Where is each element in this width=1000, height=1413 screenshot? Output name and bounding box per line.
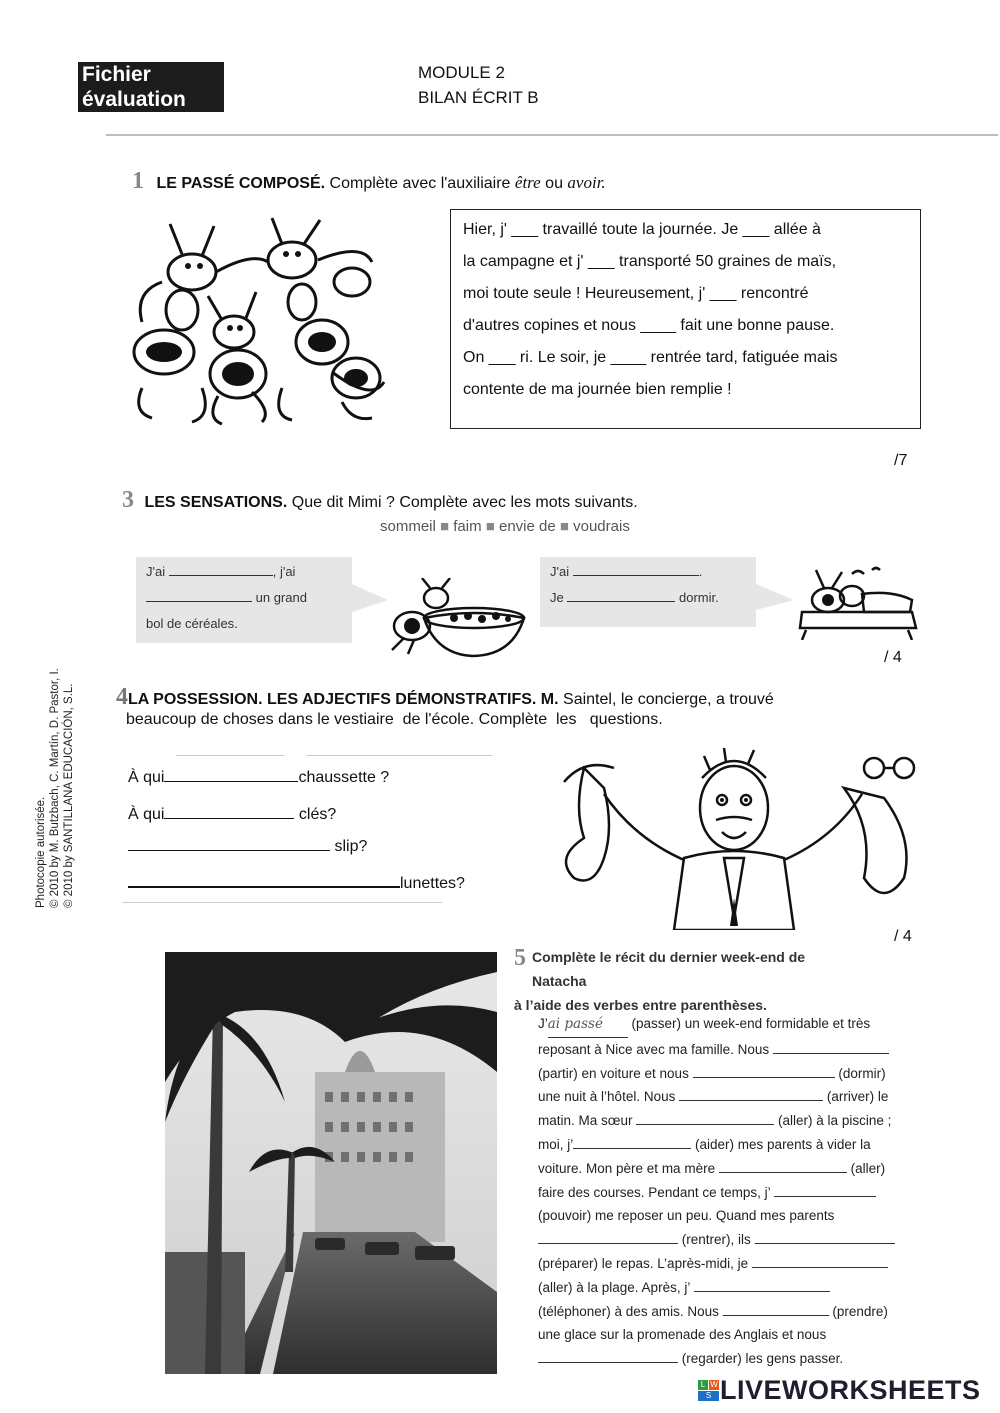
- ant-cereal-illustration: [384, 578, 532, 658]
- recit-blank-3[interactable]: [679, 1089, 823, 1101]
- bubble1-bol: bol de céréales.: [146, 616, 238, 631]
- speech-bubble-1: [136, 557, 352, 643]
- question-1-prefix: À qui: [128, 769, 165, 786]
- recit-blank-13[interactable]: [538, 1351, 678, 1363]
- module-label: MODULE 2: [418, 63, 505, 82]
- badge-line2: évaluation: [82, 88, 186, 111]
- recit-line-5-pre: matin. Ma sœur: [538, 1113, 633, 1129]
- text-line-2: la campagne et j' ___ transporté 50 graines de maïs,: [463, 253, 837, 270]
- header-divider: [106, 134, 998, 136]
- question-3: [128, 834, 367, 856]
- recit-line-3-pre: (partir) en voiture et nous: [538, 1065, 689, 1081]
- recit-blank-2[interactable]: [693, 1066, 835, 1078]
- section1-instruction: Complète avec l'auxiliaire: [329, 175, 511, 192]
- recit-line-12: [538, 1276, 920, 1300]
- recit-line-5-post: (aller) à la piscine ;: [778, 1113, 892, 1129]
- logo-letter-l: L: [698, 1380, 708, 1390]
- recit-line-3: [538, 1062, 920, 1086]
- section5-number: 5: [514, 945, 526, 971]
- recit-line-4-pre: une nuit à l’hôtel. Nous: [538, 1089, 676, 1105]
- recit-line-1-post: (passer) un week-end formidable et très: [631, 1016, 871, 1031]
- nice-promenade-photo: [165, 952, 497, 1374]
- section3-title: LES SENSATIONS.: [144, 494, 288, 511]
- section4-title: LA POSSESSION. LES ADJECTIFS DÉMONSTRATIFS. M.: [128, 691, 559, 708]
- recit-line-4-post: (arriver) le: [826, 1089, 889, 1105]
- answer-1-input[interactable]: [164, 765, 298, 782]
- recit-blank-12[interactable]: [723, 1304, 829, 1316]
- recit-line-12-pre: (aller) à la plage. Après, j’: [538, 1279, 690, 1295]
- sidebar-line3: © 2010 by SANTILLANA EDUCACIÓN, S.L.: [63, 683, 75, 908]
- module-title: [418, 60, 539, 110]
- text-line-6: contente de ma journée bien remplie !: [463, 381, 732, 398]
- bubble2-je: Je: [550, 590, 564, 605]
- question-4-suffix: lunettes?: [400, 875, 465, 892]
- speech-bubble-2: [540, 557, 756, 627]
- recit-line-10: [538, 1228, 920, 1252]
- word-envie-de: envie de: [499, 518, 556, 535]
- question-2-suffix: clés?: [298, 806, 337, 823]
- bubble2-tail: [756, 584, 796, 614]
- recit-line-1: [538, 1012, 920, 1038]
- word-faim: faim: [453, 518, 482, 535]
- text-line-3: moi toute seule ! Heureusement, j' ___ rencontré: [463, 285, 809, 302]
- section1-score: /7: [894, 452, 908, 469]
- fichier-evaluation-badge: [78, 62, 224, 112]
- recit-line-6-pre: moi, j’: [538, 1136, 574, 1152]
- section4-number: 4: [116, 684, 128, 710]
- recit-line-13-post: (prendre): [832, 1303, 888, 1319]
- sleeping-ant-illustration: [792, 564, 922, 640]
- recit-line-3-post: (dormir): [838, 1065, 886, 1081]
- faint-divider: [122, 902, 442, 903]
- section5-text: [538, 1012, 920, 1371]
- recit-line-6-post: (aider) mes parents à vider la: [695, 1136, 871, 1152]
- section1-or: ou: [545, 175, 563, 192]
- recit-blank-8[interactable]: [538, 1232, 678, 1244]
- section4-score: / 4: [894, 928, 912, 945]
- recit-line-10-post: (rentrer), ils: [681, 1232, 751, 1248]
- text-line-5: On ___ ri. Le soir, je ____ rentrée tard, fatiguée mais: [463, 349, 838, 366]
- word-bank: [380, 518, 630, 535]
- recit-blank-1[interactable]: [773, 1042, 889, 1054]
- recit-line-13-pre: (téléphoner) à des amis. Nous: [538, 1303, 719, 1319]
- faint-divider: [176, 755, 284, 756]
- section1-heading: [132, 168, 606, 195]
- recit-line-14: [538, 1323, 920, 1347]
- bilan-label: BILAN ÉCRIT B: [418, 88, 539, 107]
- liveworksheets-logo[interactable]: [698, 1375, 981, 1406]
- question-1-suffix: chaussette ?: [298, 769, 390, 786]
- word-separator: ■: [440, 518, 450, 535]
- logo-letter-w: W: [710, 1380, 718, 1389]
- recit-line-9-pre: (pouvoir) me reposer un peu. Quand mes parents: [538, 1208, 835, 1224]
- text-line-1: Hier, j' ___ travaillé toute la journée. Je ___ allée à: [463, 221, 821, 238]
- section1-text-box: [450, 209, 921, 429]
- recit-line-13: [538, 1300, 920, 1324]
- bubble2-period: .: [698, 564, 703, 579]
- ants-illustration: [122, 212, 394, 426]
- blank-bubble1-1[interactable]: [169, 563, 273, 576]
- section4-instruction: beaucoup de choses dans le vestiaire de l'école. Complète les questions.: [126, 711, 663, 728]
- bubble1-jai-2: , j'ai: [272, 564, 296, 579]
- word-separator: ■: [559, 518, 569, 535]
- recit-blank-9[interactable]: [755, 1232, 895, 1244]
- recit-line-2: [538, 1038, 920, 1062]
- section4-heading: [116, 684, 774, 711]
- badge-line1: Fichier: [82, 63, 151, 86]
- question-3-suffix: slip?: [334, 838, 368, 855]
- recit-blank-5[interactable]: [573, 1137, 691, 1149]
- recit-blank-11[interactable]: [694, 1280, 830, 1292]
- section1-word-avoir: avoir.: [567, 173, 606, 192]
- sidebar-line2: © 2010 by M. Butzbach, C. Martín, D. Pastor, I.: [49, 668, 61, 908]
- recit-blank-7[interactable]: [774, 1185, 876, 1197]
- concierge-illustration: [544, 748, 924, 930]
- recit-line-14-pre: une glace sur la promenade des Anglais et nous: [538, 1327, 827, 1343]
- example-answer: ai passé: [548, 1013, 628, 1038]
- bubble2-jai: J'ai: [550, 564, 570, 579]
- question-4: [128, 870, 465, 893]
- bubble1-un-grand: un grand: [255, 590, 307, 605]
- word-sommeil: sommeil: [380, 518, 436, 535]
- recit-line-11-pre: (préparer) le repas. L’après-midi, je: [538, 1255, 749, 1271]
- recit-line-1-pre: J’: [538, 1016, 548, 1031]
- recit-line-5: [538, 1109, 920, 1133]
- recit-blank-4[interactable]: [636, 1113, 774, 1125]
- text-line-4: d'autres copines et nous ____ fait une bonne pause.: [463, 317, 835, 334]
- section1-number: 1: [132, 168, 144, 194]
- sidebar-line1: Photocopie autorisée.: [35, 796, 47, 908]
- liveworksheets-icon: [698, 1380, 720, 1401]
- bubble1-jai: J'ai: [146, 564, 166, 579]
- recit-line-4: [538, 1085, 920, 1109]
- recit-line-7: [538, 1157, 920, 1181]
- faint-divider: [306, 755, 492, 756]
- recit-line-15-post: (regarder) les gens passer.: [681, 1351, 844, 1367]
- section5-title-line1: Complète le récit du dernier week-end de Natacha: [532, 949, 806, 989]
- word-separator: ■: [485, 518, 495, 535]
- recit-line-6: [538, 1133, 920, 1157]
- recit-line-9: [538, 1204, 920, 1228]
- question-2-prefix: À qui: [128, 806, 165, 823]
- section4-title-rest: Saintel, le concierge, a trouvé: [563, 691, 774, 708]
- word-voudrais: voudrais: [573, 518, 630, 535]
- answer-3-input[interactable]: [128, 834, 330, 851]
- answer-2-input[interactable]: [164, 802, 294, 819]
- recit-blank-10[interactable]: [752, 1256, 888, 1268]
- recit-line-11: [538, 1252, 920, 1276]
- blank-bubble1-2[interactable]: [146, 589, 252, 602]
- recit-line-8: [538, 1181, 920, 1205]
- recit-line-8-pre: faire des courses. Pendant ce temps, j’: [538, 1184, 771, 1200]
- section5-heading: [514, 945, 845, 1017]
- section3-instruction: Que dit Mimi ? Complète avec les mots suivants.: [291, 494, 638, 511]
- section3-heading: [122, 487, 638, 514]
- blank-bubble2-2[interactable]: [567, 589, 675, 602]
- recit-line-7-pre: voiture. Mon père et ma mère: [538, 1160, 716, 1176]
- blank-bubble2-1[interactable]: [573, 563, 699, 576]
- section5-title-line2: à l’aide des verbes entre parenthèses.: [514, 997, 767, 1013]
- question-2: [128, 802, 336, 824]
- bubble2-dormir: dormir.: [678, 590, 719, 605]
- logo-letter-s: S: [698, 1391, 719, 1401]
- answer-4-input[interactable]: [128, 870, 400, 888]
- section3-score: / 4: [884, 649, 902, 666]
- recit-line-2-pre: reposant à Nice avec ma famille. Nous: [538, 1041, 770, 1057]
- recit-line-15: [538, 1347, 920, 1371]
- recit-line-7-post: (aller): [850, 1160, 886, 1176]
- recit-blank-6[interactable]: [719, 1161, 847, 1173]
- section3-number: 3: [122, 487, 134, 513]
- section1-word-etre: être: [514, 173, 541, 192]
- section1-title: LE PASSÉ COMPOSÉ.: [156, 175, 326, 192]
- liveworksheets-wordmark: LIVEWORKSHEETS: [720, 1375, 981, 1405]
- question-1: [128, 765, 389, 787]
- copyright-sidebar: [34, 668, 76, 908]
